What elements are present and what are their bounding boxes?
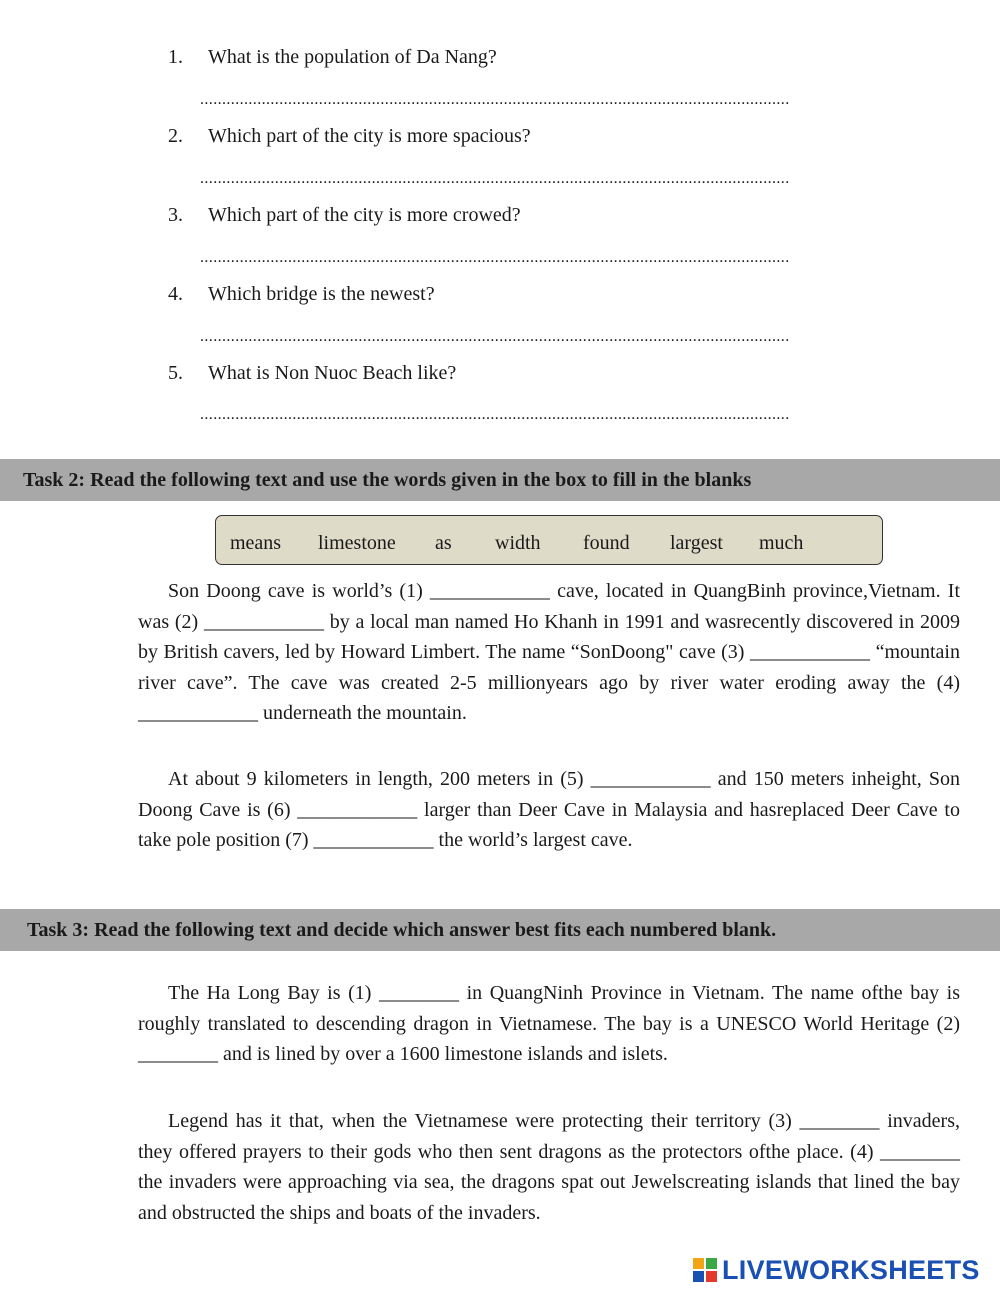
- question-number: 5.: [168, 362, 183, 384]
- word-box: [215, 515, 883, 565]
- task2-title: Task 2: Read the following text and use the words given in the box to fill in the blanks: [23, 468, 752, 491]
- word-box-item: limestone: [318, 532, 396, 554]
- answer-line-1[interactable]: ......................................................................................................................................: [200, 92, 790, 108]
- question-number: 2.: [168, 125, 183, 147]
- liveworksheets-logo-text: LIVEWORKSHEETS: [722, 1254, 980, 1285]
- word-box-item: means: [230, 532, 282, 554]
- question-text: What is Non Nuoc Beach like?: [208, 362, 457, 384]
- word-box-item: width: [495, 532, 541, 554]
- answer-line-4[interactable]: ......................................................................................................................................: [200, 329, 790, 345]
- question-number: 4.: [168, 283, 183, 305]
- question-number: 3.: [168, 204, 183, 226]
- question-1: [168, 46, 497, 69]
- answer-line-5[interactable]: ......................................................................................................................................: [200, 407, 790, 423]
- question-3: [168, 204, 521, 227]
- question-text: Which part of the city is more crowed?: [208, 204, 521, 226]
- question-2: [168, 125, 531, 148]
- word-box-item: largest: [670, 532, 723, 554]
- word-box-item: as: [435, 532, 452, 554]
- task2-header: [0, 459, 1000, 501]
- answer-line-3[interactable]: ......................................................................................................................................: [200, 250, 790, 266]
- question-text: Which bridge is the newest?: [208, 283, 435, 305]
- task3-paragraph-1: The Ha Long Bay is (1) ________ in QuangNinh Province in Vietnam. The name ofthe bay is roughly translated to descending dragon in Vietnamese. The bay is a UNESCO World Heritage (2) ________ and is lined by over a 1600 limestone islands and islets.: [138, 982, 960, 1065]
- question-4: [168, 283, 435, 306]
- word-box-item: much: [759, 532, 804, 554]
- answer-line-2[interactable]: ......................................................................................................................................: [200, 171, 790, 187]
- question-text: What is the population of Da Nang?: [208, 46, 497, 68]
- liveworksheets-logo: [692, 1253, 980, 1287]
- task2-paragraph-1: Son Doong cave is world’s (1) ____________ cave, located in QuangBinh province,Vietnam. It was (2) ____________ by a local man named Ho Khanh in 1991 and wasrecently discovered in 2009 by British cavers, led by Howard Limbert. The name “SonDoong" cave (3) ____________ “mountain river cave”. The cave was created 2-5 millionyears ago by river water eroding away the (4) ____________ underneath the mountain.: [138, 580, 960, 724]
- word-box-item: found: [583, 532, 630, 554]
- task3-paragraph-2: Legend has it that, when the Vietnamese were protecting their territory (3) ________ invaders, they offered prayers to their gods who then sent dragons as the protectors ofthe place. (4) ________ the invaders were approaching via sea, the dragons spat out Jewelscreating islands that lined the bay and obstructed the ships and boats of the invaders.: [138, 1110, 960, 1224]
- task2-paragraph-2: At about 9 kilometers in length, 200 meters in (5) ____________ and 150 meters inheight, Son Doong Cave is (6) ____________ larger than Deer Cave in Malaysia and hasreplaced Deer Cave to take pole position (7) ____________ the world’s largest cave.: [138, 768, 960, 851]
- question-text: Which part of the city is more spacious?: [208, 125, 531, 147]
- liveworksheets-logo-icon: [692, 1257, 718, 1283]
- question-number: 1.: [168, 46, 183, 68]
- question-5: [168, 362, 456, 385]
- task3-header: [0, 909, 1000, 951]
- task3-title: Task 3: Read the following text and decide which answer best fits each numbered blank.: [27, 918, 777, 941]
